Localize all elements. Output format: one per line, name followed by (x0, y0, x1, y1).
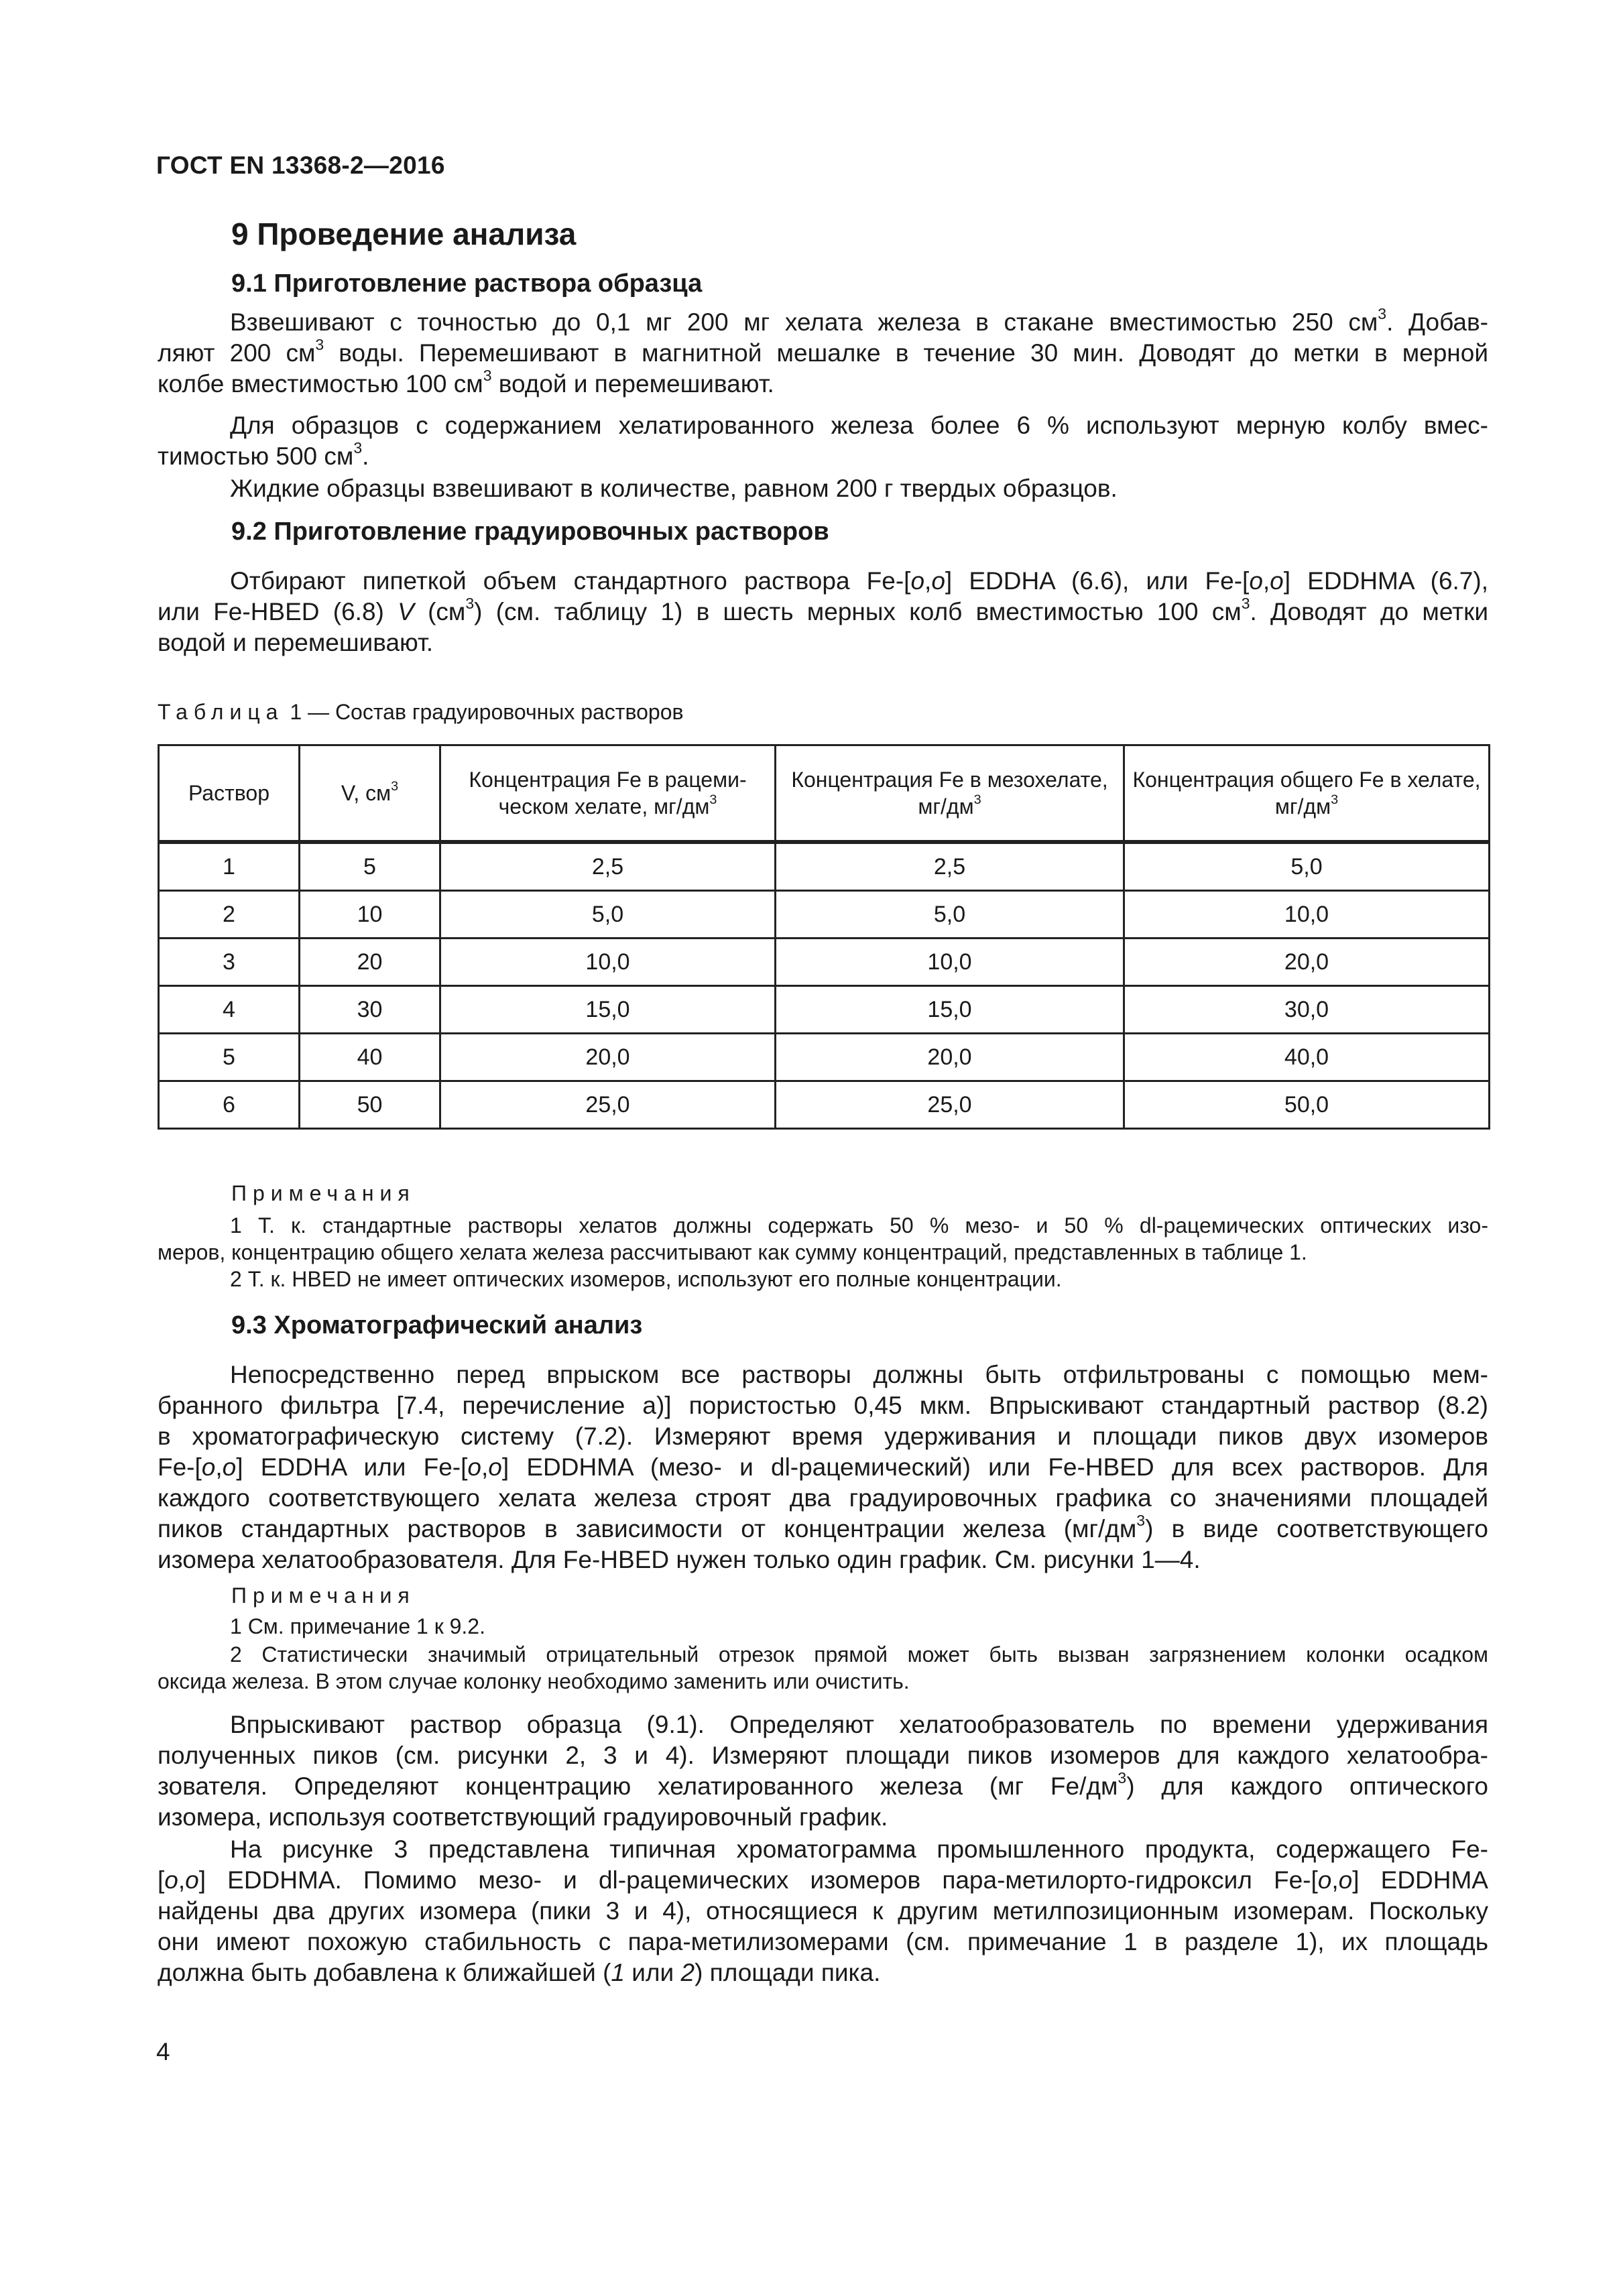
text-line: найдены два других изомера (пики 3 и 4), относящиеся к другим метилпозиционным изомерам. Поскольку (158, 1897, 1488, 1925)
notes-title: Примечания (231, 1583, 416, 1608)
cell-solution: 1 (159, 842, 300, 891)
text-line: они имеют похожую стабильность с пара-метилизомерами (см. примечание 1 в разделе 1), их площадь (158, 1928, 1488, 1955)
text-line: Для образцов с содержанием хелатированного железа более 6 % используют мерную колбу вмес- (230, 412, 1488, 439)
note-1 (158, 1212, 1488, 1266)
cell-solution: 2 (159, 891, 300, 939)
table-row (159, 986, 1490, 1034)
text-line: тимостью 500 $см^3$. (158, 438, 369, 470)
cell-racemic: 10,0 (440, 939, 776, 986)
cell-racemic: 15,0 (440, 986, 776, 1034)
header-solution: Раствор (159, 745, 300, 843)
cell-volume: 50 (300, 1081, 440, 1129)
text-line: Жидкие образцы взвешивают в количестве, равном 200 г твердых образцов. (230, 475, 1118, 502)
subsection-title-9-2: 9.2 Приготовление градуировочных растворов (231, 518, 829, 546)
subsection-title-9-1: 9.1 Приготовление раствора образца (231, 269, 703, 298)
cell-total: 10,0 (1124, 891, 1490, 939)
table-caption-label: Таблица (158, 700, 284, 724)
paragraph-9-1-liquid (158, 473, 1488, 504)
header-meso-conc: Концентрация Fe в мезохелате, $мг/дм^3$ (776, 745, 1124, 843)
cell-solution: 4 (159, 986, 300, 1034)
text-line: Впрыскивают раствор образца (9.1). Определяют хелатообразователь по времени удерживания (230, 1711, 1488, 1738)
text-line: [o,o] EDDHMA. Помимо мезо- и dl-рацемических изомеров пара-метилорто-гидроксил Fe-[o,o] EDDHMA (158, 1866, 1488, 1894)
text-line: в хроматографическую систему (7.2). Измеряют время удерживания и площади пиков двух изомеров (158, 1423, 1488, 1450)
cell-volume: 30 (300, 986, 440, 1034)
cell-total: 30,0 (1124, 986, 1490, 1034)
cell-meso: 15,0 (776, 986, 1124, 1034)
text-line: ляют 200 $см^3$ воды. Перемешивают в магнитной мешалке в течение 30 мин. Доводят до метки в мерной (158, 335, 1488, 367)
text-line: должна быть добавлена к ближайшей (1 или 2) площади пика. (158, 1959, 881, 1986)
cell-racemic: 20,0 (440, 1034, 776, 1081)
cell-meso: 20,0 (776, 1034, 1124, 1081)
cell-meso: 2,5 (776, 842, 1124, 891)
paragraph-injection (158, 1709, 1488, 1833)
cell-total: 40,0 (1124, 1034, 1490, 1081)
cell-solution: 5 (159, 1034, 300, 1081)
cell-total: 50,0 (1124, 1081, 1490, 1129)
paragraph-9-1-weighing (158, 304, 1488, 400)
paragraph-9-1-high-iron (158, 410, 1488, 472)
header-volume: V, $см^3$ (300, 745, 440, 843)
paragraph-9-2-pipette (158, 566, 1488, 658)
subsection-title-9-3: 9.3 Хроматографический анализ (231, 1311, 643, 1339)
document-header: ГОСТ EN 13368-2—2016 (156, 152, 445, 179)
text-line: Взвешивают с точностью до 0,1 мг 200 мг хелата железа в стакане вместимостью 250 $см^3$. Добав- (230, 304, 1488, 336)
text-line: Fe-[o,o] EDDHA или Fe-[o,o] EDDHMA (мезо- и dl-рацемический) или Fe-HBED для всех растворов. Для (158, 1453, 1488, 1481)
cell-total: 5,0 (1124, 842, 1490, 891)
cell-volume: 5 (300, 842, 440, 891)
note-2 (158, 1641, 1488, 1695)
cell-solution: 3 (159, 939, 300, 986)
paragraph-9-3-chromatography (158, 1360, 1488, 1575)
text-line: полученных пиков (см. рисунки 2, 3 и 4). Измеряют площади пиков изомеров для каждого хелатообра- (158, 1742, 1488, 1769)
text-line: водой и перемешивают. (158, 629, 434, 656)
text-line: колбе вместимостью 100 $см^3$ водой и перемешивают. (158, 366, 774, 398)
section-title: 9 Проведение анализа (231, 217, 577, 251)
cell-meso: 25,0 (776, 1081, 1124, 1129)
cell-meso: 10,0 (776, 939, 1124, 986)
text-line: изомера хелатообразователя. Для Fe-HBED нужен только один график. См. рисунки 1—4. (158, 1546, 1201, 1573)
text-line: меров, концентрацию общего хелата железа рассчитывают как сумму концентраций, представленных в таблице 1. (158, 1240, 1307, 1264)
text-line: зователя. Определяют концентрацию хелатированного железа (мг $Fe/дм^3$) для каждого оптического (158, 1768, 1488, 1800)
cell-racemic: 25,0 (440, 1081, 776, 1129)
text-line: бранного фильтра [7.4, перечисление а)] пористостью 0,45 мкм. Впрыскивают стандартный раствор (8.2) (158, 1392, 1488, 1419)
table-row (159, 891, 1490, 939)
table-header-row (159, 745, 1490, 843)
table-row (159, 1034, 1490, 1081)
page-number: 4 (156, 2038, 170, 2065)
text-line: 2 Статистически значимый отрицательный отрезок прямой может быть вызван загрязнением колонки осадком (230, 1642, 1488, 1667)
table-caption-text: 1 — Состав градуировочных растворов (290, 700, 684, 724)
text-line: оксида железа. В этом случае колонку необходимо заменить или очистить. (158, 1669, 910, 1693)
table-row (159, 1081, 1490, 1129)
header-total-conc: Концентрация общего Fe в хелате, $мг/дм^3$ (1124, 745, 1490, 843)
text-line: На рисунке 3 представлена типичная хроматограмма промышленного продукта, содержащего Fe- (230, 1835, 1488, 1863)
cell-meso: 5,0 (776, 891, 1124, 939)
text-line: пиков стандартных растворов в зависимости от концентрации железа $(мг/дм^3)$ в виде соответствующего (158, 1511, 1488, 1543)
cell-volume: 40 (300, 1034, 440, 1081)
note-2 (158, 1266, 1488, 1292)
text-line: 2 Т. к. HBED не имеет оптических изомеров, используют его полные концентрации. (230, 1267, 1062, 1291)
cell-total: 20,0 (1124, 939, 1490, 986)
note-1 (158, 1613, 1488, 1640)
text-line: каждого соответствующего хелата железа строят два градуировочных графика со значениями площадей (158, 1484, 1488, 1512)
header-racemic-conc: Концентрация Fe в рацеми-ческом хелате, $мг/дм^3$ (440, 745, 776, 843)
table-row (159, 939, 1490, 986)
text-line: 1 См. примечание 1 к 9.2. (230, 1614, 485, 1638)
cell-volume: 10 (300, 891, 440, 939)
table-caption (158, 700, 683, 725)
notes-title: Примечания (231, 1181, 416, 1205)
cell-volume: 20 (300, 939, 440, 986)
cell-solution: 6 (159, 1081, 300, 1129)
text-line: Отбирают пипеткой объем стандартного раствора Fe-[o,o] EDDHA (6.6), или Fe-[o,o] EDDHMA (6.7), (230, 567, 1488, 595)
cell-racemic: 5,0 (440, 891, 776, 939)
cell-racemic: 2,5 (440, 842, 776, 891)
calibration-table (158, 744, 1490, 1130)
table-row (159, 842, 1490, 891)
text-line: или Fe-HBED (6.8) V $(см^3)$ (см. таблицу 1) в шесть мерных колб вместимостью 100 $см^3$. Доводят до метки (158, 594, 1488, 625)
text-line: 1 Т. к. стандартные растворы хелатов должны содержать 50 % мезо- и 50 % dl-рацемических оптических изо- (230, 1213, 1488, 1237)
paragraph-figure-3 (158, 1834, 1488, 1988)
text-line: Непосредственно перед впрыском все растворы должны быть отфильтрованы с помощью мем- (230, 1361, 1488, 1388)
text-line: изомера, используя соответствующий градуировочный график. (158, 1803, 888, 1831)
